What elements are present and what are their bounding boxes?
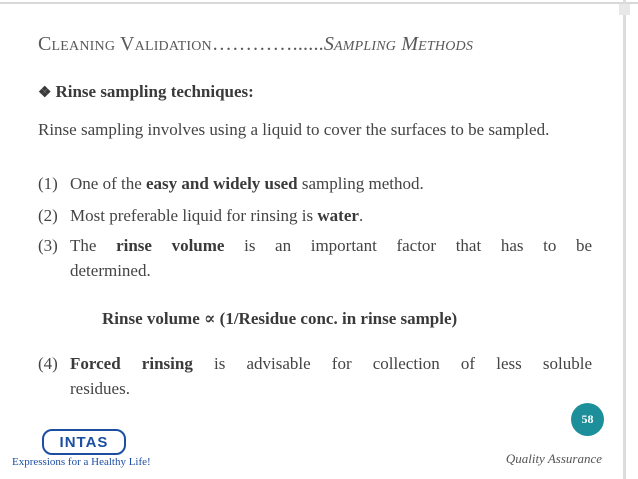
slide-title [38, 33, 608, 56]
subheading [38, 82, 254, 102]
list-item: (2) Most preferable liquid for rinsing is water. [38, 206, 364, 225]
subheading-text: Rinse sampling techniques: [55, 82, 254, 101]
list-item: (1) One of the easy and widely used sampling method. [38, 174, 424, 193]
page-number-badge: 58 [571, 403, 604, 436]
top-border-line [0, 2, 638, 4]
list-item: (4) Forced rinsing is advisable for collection of less soluble residues. [38, 354, 592, 398]
title-main: Cleaning Validation…………...... [38, 33, 324, 55]
title-sub: Sampling Methods [323, 33, 474, 55]
corner-decoration [619, 4, 630, 15]
rinse-volume-formula: Rinse volume ∝ (1/Residue conc. in rinse sample) [102, 309, 458, 328]
logo-tagline: Expressions for a Healthy Life! [12, 456, 151, 468]
right-border-bar [623, 0, 626, 479]
list-item: (3) The rinse volume is an important factor that has to be determined. [38, 236, 592, 280]
intas-logo [12, 429, 202, 474]
footer-label: Quality Assurance [505, 451, 602, 466]
logo-brand: INTAS [42, 429, 126, 455]
diamond-bullet-icon: ❖ [38, 85, 52, 101]
intro-paragraph: Rinse sampling involves using a liquid to cover the surfaces to be sampled. [38, 120, 550, 139]
